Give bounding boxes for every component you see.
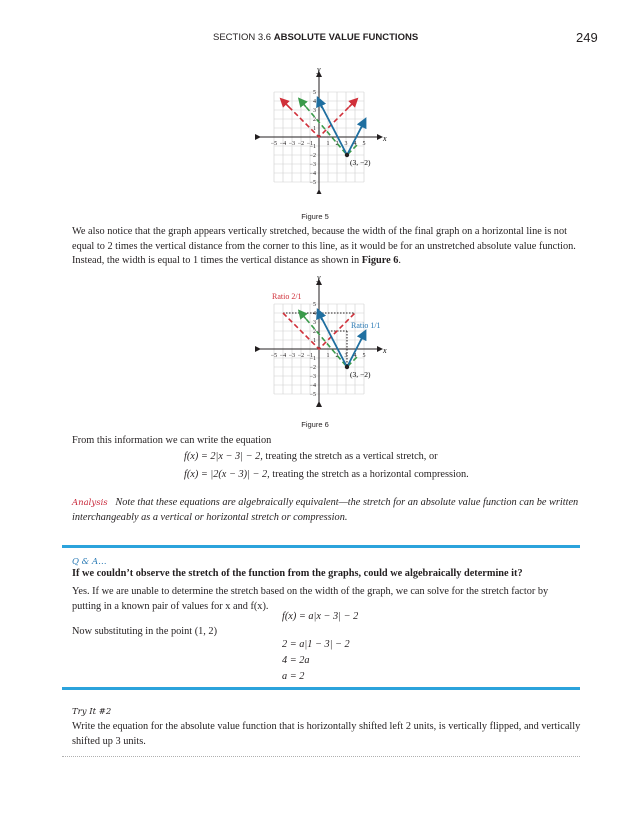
tick-label: 4 bbox=[313, 311, 316, 317]
page-number: 249 bbox=[576, 30, 598, 45]
try-it-text: Write the equation for the absolute value function that is horizontally shifted left 2 units, is vertically flipped, and vertically shifted up 3 units. bbox=[72, 721, 581, 747]
tick-label: −3 bbox=[309, 162, 316, 168]
section-title: ABSOLUTE VALUE FUNCTIONS bbox=[273, 32, 419, 43]
figure-6-graph bbox=[255, 272, 405, 412]
page-header bbox=[0, 30, 630, 48]
general-equation: f(x) = a|x − 3| − 2 bbox=[282, 611, 359, 622]
equation: f(x) = |2(x − 3)| − 2, bbox=[184, 469, 270, 480]
tick-label: −1 bbox=[306, 353, 314, 359]
tick-label: −4 bbox=[279, 353, 287, 359]
tick-label: 2 bbox=[335, 141, 339, 147]
tick-label: 3 bbox=[313, 108, 316, 114]
vertex-label: (3, −2) bbox=[350, 158, 371, 167]
equation-line bbox=[184, 469, 584, 480]
tick-label: −5 bbox=[309, 180, 316, 186]
tick-label: 3 bbox=[313, 320, 316, 326]
arrow-icon bbox=[349, 101, 355, 107]
y-axis-label: y bbox=[317, 65, 321, 74]
substitute-text: Now substituting in the point (1, 2) bbox=[72, 626, 218, 637]
tick-label: −5 bbox=[270, 141, 278, 147]
tick-label: 1 bbox=[326, 141, 330, 147]
tick-label: −3 bbox=[288, 141, 296, 147]
tick-label: 3 bbox=[344, 353, 348, 359]
tick-label: −1 bbox=[309, 144, 316, 150]
try-it-bottom-rule bbox=[62, 756, 580, 757]
figure-5-graph bbox=[255, 64, 405, 194]
vertex-point bbox=[345, 153, 349, 157]
tick-label: −1 bbox=[309, 356, 316, 362]
x-axis-label: x bbox=[383, 346, 387, 355]
answer-text: Yes. If we are unable to determine the stretch based on the width of the graph, we can solve for the stretch factor by putting in a known pair of values for x and f(x). bbox=[72, 586, 549, 612]
tick-label: −4 bbox=[309, 383, 316, 389]
tick-label: 5 bbox=[313, 302, 316, 308]
equation-note: treating the stretch as a vertical stretch, or bbox=[262, 451, 438, 462]
arrow-icon bbox=[301, 313, 306, 319]
tick-label: 4 bbox=[353, 141, 357, 147]
tick-label: 3 bbox=[344, 141, 348, 147]
equation: f(x) = 2|x − 3| − 2, bbox=[184, 451, 263, 462]
section-number: SECTION 3.6 bbox=[213, 32, 272, 43]
tick-label: 1 bbox=[313, 126, 316, 132]
tick-label: −2 bbox=[309, 365, 316, 371]
equation-note: treating the stretch as a horizontal compression. bbox=[269, 469, 469, 480]
qa-bottom-rule bbox=[62, 687, 580, 690]
analysis-label: Analysis bbox=[72, 498, 108, 508]
tick-label: −2 bbox=[297, 353, 305, 359]
ratio-label-blue: Ratio 1/1 bbox=[351, 321, 381, 330]
figure-6-caption: Figure 6 bbox=[301, 420, 329, 429]
figure-reference: Figure 6 bbox=[361, 255, 399, 266]
qa-top-rule bbox=[62, 545, 580, 548]
tick-label: 4 bbox=[313, 99, 316, 105]
tick-label: −5 bbox=[309, 392, 316, 398]
tick-label: 2 bbox=[313, 329, 316, 335]
arrow-icon bbox=[301, 101, 306, 107]
tick-label: 5 bbox=[362, 141, 366, 147]
solution-step: 2 = a|1 − 3| − 2 bbox=[282, 639, 350, 650]
arrow-icon bbox=[283, 101, 289, 107]
paragraph-text: We also notice that the graph appears vertically stretched, because the width of the final graph on a horizontal line is not equal to 2 times the vertical distance from the corner to this line, as it would be for an unstretched absolute value function. Instead, the width is equal to 1 times the vertical distance as shown in bbox=[72, 226, 576, 266]
try-it-label: Try It #2 bbox=[72, 707, 112, 717]
paragraph-end: . bbox=[398, 255, 401, 266]
section-heading bbox=[213, 32, 418, 43]
analysis-block bbox=[72, 496, 580, 525]
equation-line bbox=[184, 451, 584, 462]
x-axis-label: x bbox=[383, 134, 387, 143]
tick-label: −3 bbox=[309, 374, 316, 380]
qa-question: If we couldn’t observe the stretch of the function from the graphs, could we algebraically determine it? bbox=[72, 568, 523, 579]
qa-label: Q & A… bbox=[72, 557, 107, 567]
tick-label: −1 bbox=[306, 141, 314, 147]
tick-label: −5 bbox=[270, 353, 278, 359]
tick-label: 5 bbox=[313, 90, 316, 96]
tick-label: 1 bbox=[313, 338, 316, 344]
body-paragraph: From this information we can write the equation bbox=[72, 435, 272, 446]
figure-5-caption: Figure 5 bbox=[301, 212, 329, 221]
analysis-text: Note that these equations are algebraically equivalent—the stretch for an absolute value function can be written interchangeably as a vertical or horizontal stretch or compression. bbox=[72, 497, 579, 523]
tick-label: 1 bbox=[326, 353, 330, 359]
tick-label: −2 bbox=[297, 141, 305, 147]
ratio-label-red: Ratio 2/1 bbox=[272, 292, 302, 301]
solution-step: 4 = 2a bbox=[282, 655, 310, 666]
tick-label: −2 bbox=[309, 153, 316, 159]
tick-label: 4 bbox=[353, 353, 357, 359]
y-axis-label: y bbox=[317, 273, 321, 282]
tick-label: −3 bbox=[288, 353, 296, 359]
vertex-label: (3, −2) bbox=[350, 370, 371, 379]
tick-label: 5 bbox=[362, 353, 366, 359]
tick-label: −4 bbox=[309, 171, 316, 177]
vertex-point bbox=[345, 365, 349, 369]
tick-label: −4 bbox=[279, 141, 287, 147]
solution-step: a = 2 bbox=[282, 671, 305, 682]
body-paragraph bbox=[72, 225, 577, 269]
tick-label: 2 bbox=[313, 117, 316, 123]
tick-label: 2 bbox=[335, 353, 339, 359]
qa-answer bbox=[72, 585, 577, 614]
